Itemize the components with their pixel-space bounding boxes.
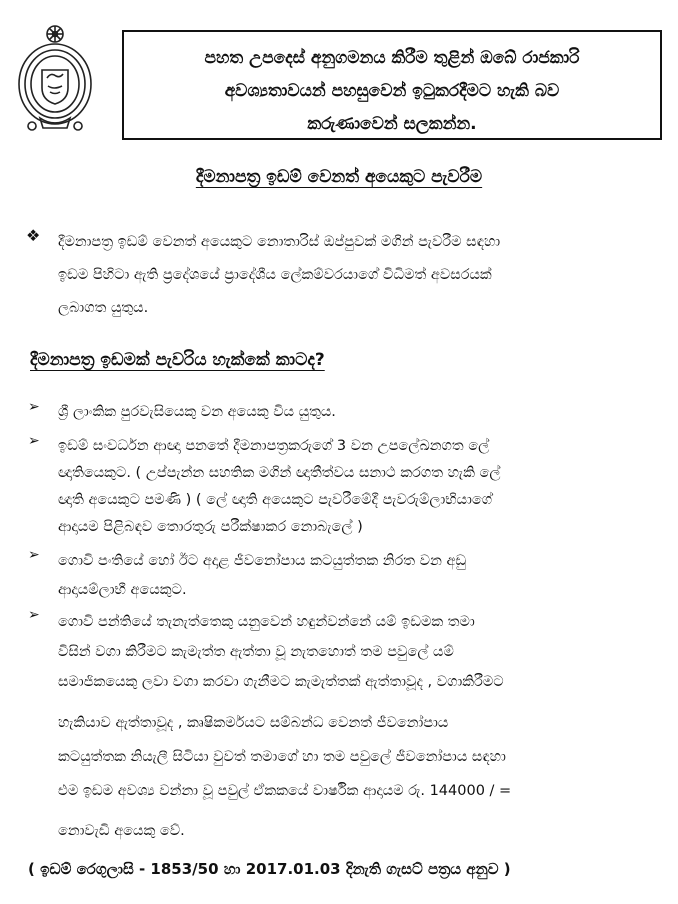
arrow-bullet-icon: ➢: [28, 547, 40, 563]
list-item: ශ්‍රී ලාංකික පුරවැසියෙකු වන අයෙකු විය යුතුය.: [58, 404, 336, 420]
arrow-bullet-icon: ➢: [28, 433, 40, 449]
arrow-bullet-icon: ➢: [28, 399, 40, 415]
list-item: ගොවි පංතියේ හෝ ඊට අදාළ ජීවනෝපාය කටයුත්තක නිරත වන අඩු ආදායම්ලාභී අයෙකුට.: [58, 553, 467, 598]
list-item: ගොවි පන්තියේ තැනැත්තෙකු යනුවෙන් හඳුන්වන්නේ යම් ඉඩමක තමා විසින් වගා කිරීමට කැමැත්ත ඇත්තා වූ නැතහොත් තම පවුලේ යම් සමාජිකයෙකු ලවා වගා කරවා ගැනීමට කැමැත්තක් ඇත්තාවූද , වගාකිරීමට: [58, 614, 504, 690]
regulation-reference: ( ඉඩම් රෙගුලාසි - 1853/50 හා 2017.01.03 දිනැති ගැසට් පත්‍රය අනුව ): [28, 860, 511, 878]
header-line: අවශ්‍යතාවයන් පහසුවෙන් ඉටුකරදීමට හැකි බව: [224, 81, 560, 101]
page-title: දීමනාපත්‍ර ඉඩම් වෙනත් අයෙකුට පැවරීම: [195, 167, 483, 187]
notice-header-box: [122, 30, 662, 140]
sri-lanka-emblem-icon: [12, 22, 98, 134]
list-item: ඉඩම් සංවර්ධන ආඥා පනතේ දීමනාපත්‍රකරුගේ 3 වන උපලේඛනගත ලේ ඥාතියෙකුට. ( උප්පැන්න සහතික මගින් ඥාතීත්වය සනාථ කරගත හැකි ලේ ඥාති අයෙකුට පමණි ) ( ලේ ඥාති අයෙකුට පැවරීමේදී පැවරුම්ලාභියාගේ ආදායම පිළිබඳව තොරතුරු පරීක්ෂාකර නොබැලේ ): [58, 438, 501, 535]
section-subheading: දීමනාපත්‍ර ඉඩමක් පැවරිය හැක්කේ කාටද?: [30, 350, 325, 370]
list-item-continued: හැකියාව ඇත්තාවූද , කෘෂිකර්මයට සම්බන්ධ වෙනත් ජීවනෝපාය කටයුත්තක නියැලී සිටියා වුවත් තමාගේ හා තම පවුලේ ජීවනෝපාය සඳහා එම ඉඩම අවශ්‍ය වන්නා වූ පවුල් ඒකකයේ වාර්ෂික ආදායම රු. 144000 / = නොවැඩි අයෙකු වේ.: [58, 715, 512, 839]
diamond-bullet-icon: ❖: [26, 226, 41, 245]
intro-paragraph: දීමනාපත්‍ර ඉඩම් වෙනත් අයෙකුට නොතාරිස් ඔප්පුවක් මගින් පැවරීම සඳහා ඉඩම පිහිටා ඇති ප්‍රදේශයේ ප්‍රාදේශීය ලේකම්වරයාගේ විධිමත් අවසරයක් ලබාගත යුතුය.: [58, 234, 501, 316]
header-line: කරුණාවෙන් සලකන්න.: [307, 114, 477, 134]
arrow-bullet-icon: ➢: [28, 607, 40, 623]
header-line: පහත උපදෙස් අනුගමනය කිරීම තුළින් ඔබේ රාජකාරි: [204, 48, 580, 68]
